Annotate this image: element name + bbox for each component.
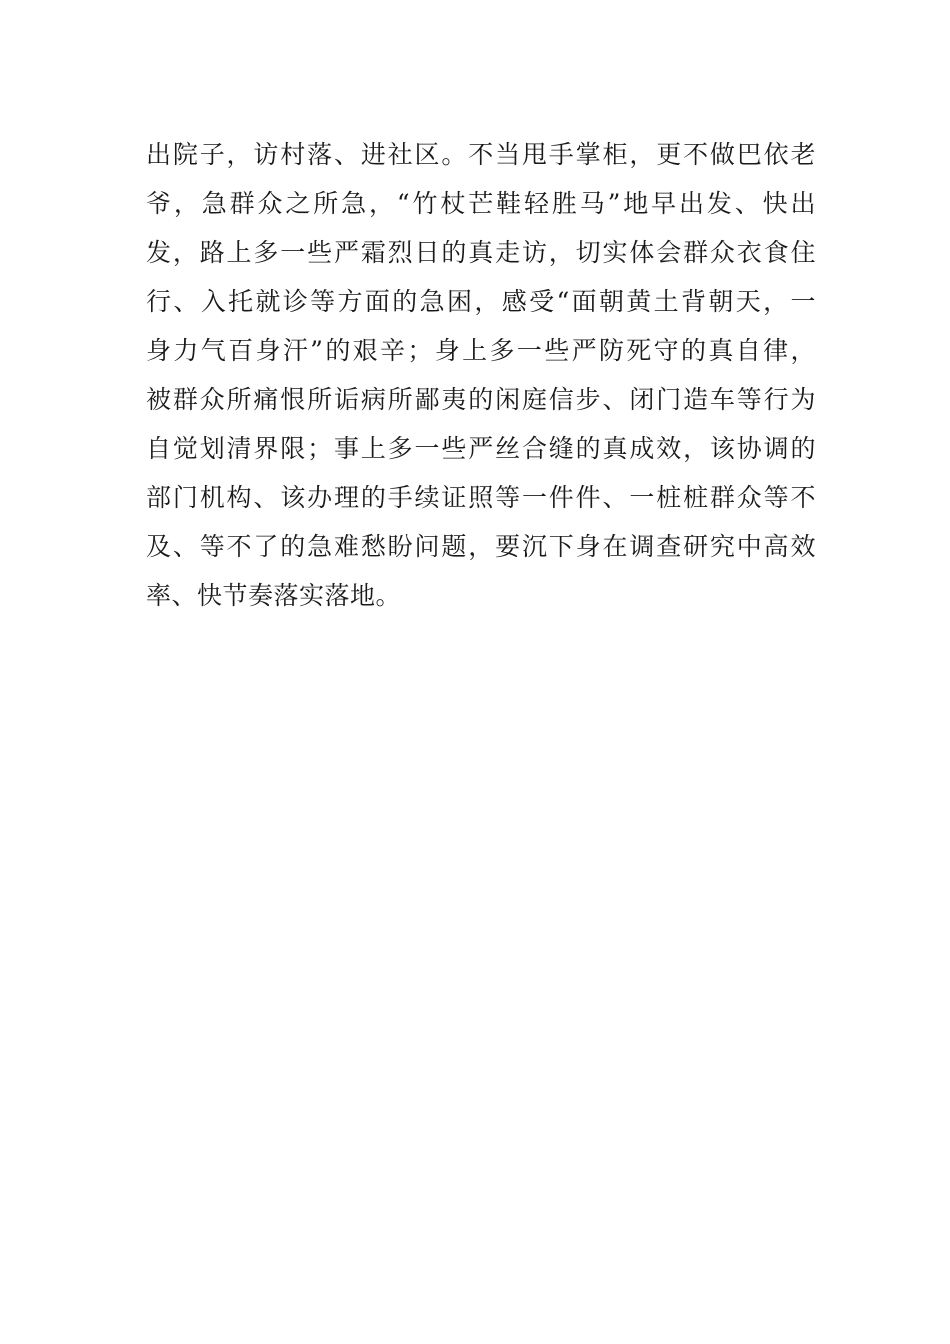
paragraph-line-5: 身力气百身汗”的艰辛；身上多一些严防死守的真自律， [146,336,816,365]
paragraph-line-3: 发，路上多一些严霜烈日的真走访，切实体会群众衣食住 [146,238,816,267]
paragraph-line-10: 率、快节奏落实落地。 [146,581,402,610]
paragraph-line-7: 自觉划清界限；事上多一些严丝合缝的真成效，该协调的 [146,434,816,463]
paragraph-line-8: 部门机构、该办理的手续证照等一件件、一桩桩群众等不 [146,483,816,512]
paragraph-line-1: 出院子，访村落、进社区。不当甩手掌柜，更不做巴依老 [146,140,816,169]
paragraph-line-2: 爷，急群众之所急，“竹杖芒鞋轻胜马”地早出发、快出 [146,189,816,218]
paragraph-line-9: 及、等不了的急难愁盼问题，要沉下身在调查研究中高效 [146,532,816,561]
paragraph-line-4: 行、入托就诊等方面的急困，感受“面朝黄土背朝天，一 [146,287,816,316]
paragraph-line-6: 被群众所痛恨所诟病所鄙夷的闲庭信步、闭门造车等行为 [146,385,816,414]
body-paragraph [146,130,816,620]
